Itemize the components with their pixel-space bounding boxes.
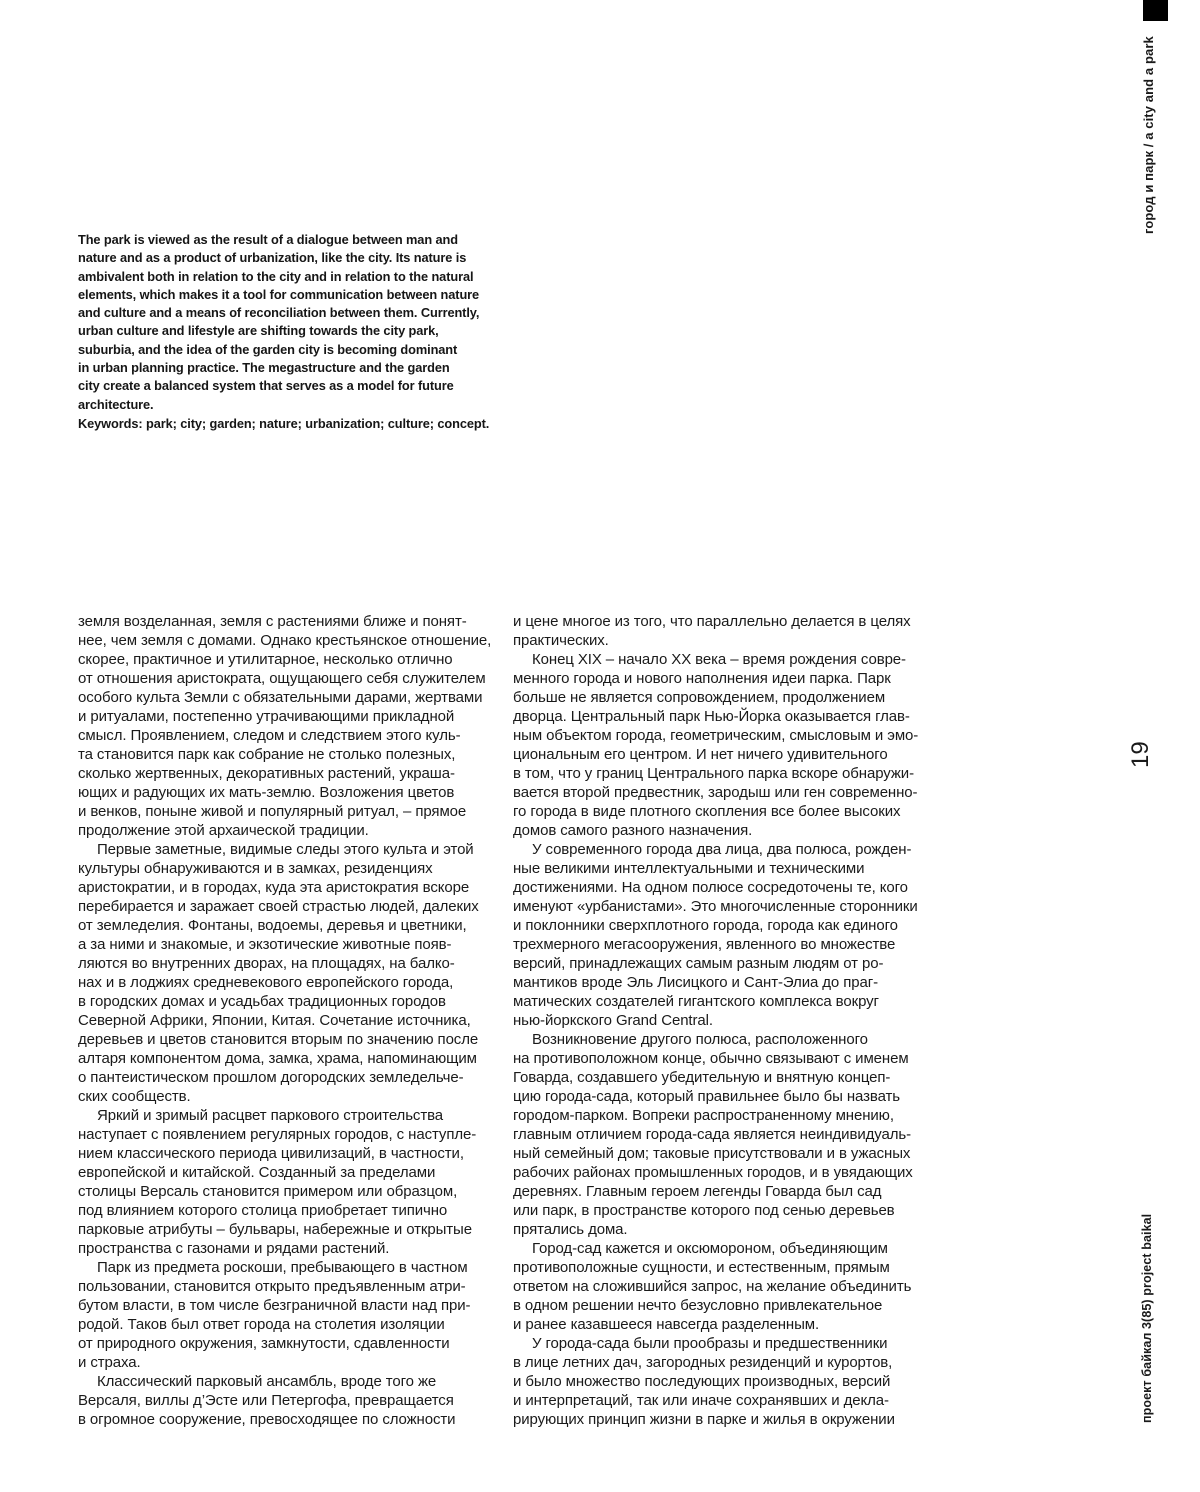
section-rubric-vertical: город и парк / a city and a park: [1141, 36, 1156, 234]
keywords-line: Keywords: park; city; garden; nature; urbanization; culture; concept.: [78, 416, 490, 431]
abstract-text: The park is viewed as the result of a dialogue between man and nature and as a product of urbanization, like the city. Its nature is ambivalent both in relation to the city and in relation to the natural elements, which makes it a tool for communication between nature and culture and a means of reconciliation between them. Currently, urban culture and lifestyle are shifting towards the city park, suburbia, and the idea of the garden city is becoming dominant in urban planning practice. The megastructure and the garden city create a balanced system that serves as a model for future architecture.: [78, 232, 480, 412]
paragraph: Первые заметные, видимые следы этого культа и этой культуры обнаруживаются и в замках, резиденциях аристократии, и в городах, куда эта аристократия вскоре перебирается и заражает своей страстью людей, далеких от земледелия. Фонтаны, водоемы, деревья и цветники, а за ними и знакомые, и экзотические животные появ- ляются во внутренних дворах, на площадях, на балко- нах и в лоджиях средневекового европейского города, в городских домах и усадьбах традиционных городов Северной Африки, Японии, Китая. Сочетание источника, деревьев и цветов становится вторым по значению после алтаря компонентом дома, замка, храма, напоминающим о пантеистическом прошлом догородских земледельче- ских сообществ.: [78, 841, 479, 1105]
paragraph: Возникновение другого полюса, расположенного на противоположном конце, обычно связывают с именем Говарда, создавшего убедительную и внятную концеп- цию города-сада, который правильнее было бы назвать городом-парком. Вопреки распространенному мнению, главным отличием города-сада является неиндивидуаль- ный семейный дом; таковые присутствовали и в ужасных рабочих районах промышленных городов, и в увядающих деревнях. Главным героем легенды Говарда был сад или парк, в пространстве которого под сенью деревьев прятались дома.: [513, 1031, 913, 1238]
paragraph: У города-сада были прообразы и предшественники в лице летних дач, загородных резиденций и курортов, и было множество последующих производных, версий и интерпретаций, так или иначе сохранявших и декла- рирующих принцип жизни в парке и жилья в окружении: [513, 1335, 895, 1428]
paragraph: Классический парковый ансамбль, вроде того же Версаля, виллы д’Эсте или Петергофа, превращается в огромное сооружение, превосходящее по сложности: [78, 1373, 456, 1428]
paragraph: Парк из предмета роскоши, пребывающего в частном пользовании, становится открыто предъявленным атри- бутом власти, в том числе безграничной власти над при- родой. Таков был ответ города на столетия изоляции от природного окружения, замкнутости, сдавленности и страха.: [78, 1259, 471, 1371]
paragraph: Яркий и зримый расцвет паркового строительства наступает с появлением регулярных городов, с наступле- нием классического периода цивилизаций, в частности, европейской и китайской. Созданный за пределами столицы Версаль становится примером или образцом, под влиянием которого столица приобретает типично парковые атрибуты – бульвары, набережные и открытые пространства с газонами и рядами растений.: [78, 1107, 477, 1257]
left-column: [78, 612, 491, 1429]
paragraph: Конец XIX – начало XX века – время рождения совре- менного города и нового наполнения идеи парка. Парк больше не является сопровождением, продолжением дворца. Центральный парк Нью-Йорка оказывается глав- ным объектом города, геометрическим, смысловым и эмо- циональным его центром. И нет ничего удивительного в том, что у границ Центрального парка вскоре обнаружи- вается второй предвестник, зародыш или ген современно- го города в виде плотного скопления все более высоких домов самого разного назначения.: [513, 651, 919, 839]
section-corner-mark: [1143, 0, 1168, 21]
journal-imprint-vertical: проект байкал 3(85) project baikal: [1140, 1213, 1154, 1423]
paragraph: У современного города два лица, два полюса, рожден- ные великими интеллектуальными и техническими достижениями. На одном полюсе сосредоточены те, кого именуют «урбанистами». Это многочисленные сторонники и поклонники сверхплотного города, города как единого трехмерного мегасооружения, явленного во множестве версий, принадлежащих самым разным людям от ро- мантиков вроде Эль Лисицкого и Сант-Элиа до праг- матических создателей гигантского комплекса вокруг нью-йоркского Grand Central.: [513, 841, 918, 1029]
paragraph: Город-сад кажется и оксюмороном, объединяющим противоположные сущности, и естественным, прямым ответом на сложившийся запрос, на желание объединить в одном решении нечто безусловно привлекательное и ранее казавшееся навсегда разделенным.: [513, 1240, 912, 1333]
paragraph: земля возделанная, земля с растениями ближе и понят- нее, чем земля с домами. Однако крестьянское отношение, скорее, практичное и утилитарное, несколько отлично от отношения аристократа, ощущающего себя служителем особого культа Земли с обязательными дарами, жертвами и ритуалами, постепенно утрачивающими прикладной смысл. Проявлением, следом и следствием этого куль- та становится парк как собрание не столько полезных, сколько жертвенных, декоративных растений, украша- ющих и радующих их мать-землю. Возложения цветов и венков, поныне живой и популярный ритуал, – прямое продолжение этой архаической традиции.: [78, 613, 492, 839]
page-number: 19: [1127, 741, 1154, 768]
right-column: [513, 612, 918, 1429]
paragraph: и цене многое из того, что параллельно делается в целях практических.: [513, 613, 911, 649]
